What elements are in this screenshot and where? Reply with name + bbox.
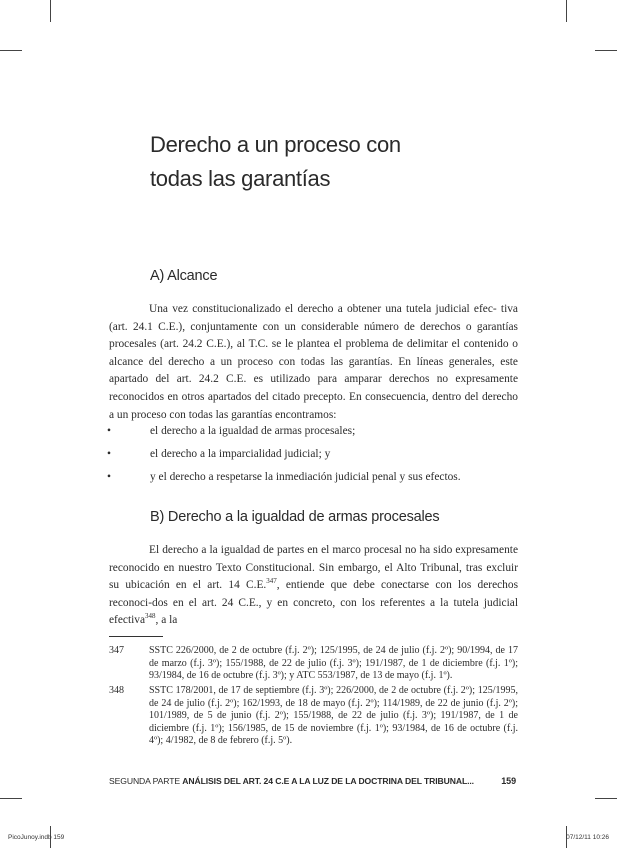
section-a-paragraph (109, 301, 518, 424)
bullet-icon: • (107, 448, 111, 460)
footnote-number: 347 (109, 645, 124, 656)
page-number: 159 (501, 776, 516, 786)
section-a-paragraph-rest: tiva (art. 24.1 C.E.), conjuntamente con un considerable número de derechos o garantías procesales (art. 24.2 C.E.), al T.C. se le plantea el problema de delimitar el contenido o alcance del derecho a un proceso con todas las garantías. En líneas generales, este apartado del art. 24.2 C.E. es utilizado para amparar derechos no expresamente reconocidos en otros apartados del citado precepto. En consecuencia, dentro del derecho a un proceso con todas las garantías encontramos: (109, 303, 518, 421)
chapter-title-line-1: Derecho a un proceso con (150, 132, 401, 157)
section-b-paragraph-lead: El derecho a la igualdad de partes en el marco procesal no ha sido expresamente (149, 544, 518, 556)
running-head-title: ANÁLISIS DEL ART. 24 C.E A LA LUZ DE LA DOCTRINA DEL TRIBUNAL... (182, 776, 474, 786)
footnote-ref-347: 347 (266, 577, 277, 586)
footnote-347 (109, 645, 518, 683)
bullet-icon: • (107, 471, 111, 483)
footnote-ref-348: 348 (145, 612, 156, 621)
crop-mark-bottom-right-h (595, 798, 617, 799)
crop-mark-top-left-h (0, 50, 22, 51)
crop-mark-bottom-left-h (0, 798, 22, 799)
footnote-348 (109, 685, 518, 748)
slug-timestamp: 07/12/11 10:26 (566, 834, 609, 841)
running-head (109, 776, 518, 790)
section-a-paragraph-lead: Una vez constitucionalizado el derecho a obtener una tutela judicial efec- (149, 303, 497, 315)
footnote-number: 348 (109, 685, 124, 696)
crop-mark-top-left-v (50, 0, 51, 22)
list-item: • y el derecho a respetarse la inmediación judicial penal y sus efectos. (109, 466, 518, 489)
section-b-paragraph: El derecho a la igualdad de partes en el marco procesal no ha sido expresamente reconocido en nuestro Texto Constitucional. Sin embargo, el Alto Tribunal, tras excluir su ubicación en el art. 14 C.E.$^{347}$, entiende que debe conectarse con los derechos reconoci-dos en el art. 24 C.E., y en concreto, con los referentes a la tutela judicial efectiva$^{348}$, a la (109, 544, 518, 627)
section-heading-alcance: A) Alcance (150, 268, 218, 284)
slug-file-name: PicoJunoy.indb 159 (8, 834, 65, 841)
footnote-text: SSTC 226/2000, de 2 de octubre (f.j. 2º); 125/1995, de 24 de julio (f.j. 2º); 90/1994, de 17 de marzo (f.j. 3º); 155/1988, de 22 de julio (f.j. 3º); 191/1987, de 1 de diciembre (f.j. 1º); 93/1984, de 16 de octubre (f.j. 3º); y ATC 553/1987, de 13 de mayo (f.j. 1º). (149, 645, 518, 681)
footnote-text: SSTC 178/2001, de 17 de septiembre (f.j. 3º); 226/2000, de 2 de octubre (f.j. 2º); 125/1995, de 24 de julio (f.j. 2º); 162/1993, de 18 de mayo (f.j. 2º); 114/1989, de 22 de junio (f.j. 2º); 101/1989, de 5 de junio (f.j. 2º); 155/1988, de 22 de julio (f.j. 3º); 191/1987, de 1 de diciembre (f.j. 1º); 156/1985, de 15 de noviembre (f.j. 1º); 93/1984, de 16 de octubre (f.j. 4º); 4/1982, de 8 de febrero (f.j. 5º). (149, 685, 518, 746)
section-heading-igualdad-armas: B) Derecho a la igualdad de armas procesales (150, 509, 440, 525)
chapter-title (150, 128, 530, 196)
crop-mark-top-right-v (566, 0, 567, 22)
guarantees-list (109, 420, 518, 489)
list-item: • el derecho a la imparcialidad judicial; y (109, 443, 518, 466)
chapter-title-line-2: todas las garantías (150, 166, 331, 191)
list-item: • el derecho a la igualdad de armas procesales; (109, 420, 518, 443)
crop-mark-top-right-h (595, 50, 617, 51)
footnote-separator (109, 636, 163, 637)
running-head-part: SEGUNDA PARTE (109, 776, 180, 786)
bullet-icon: • (107, 425, 111, 437)
